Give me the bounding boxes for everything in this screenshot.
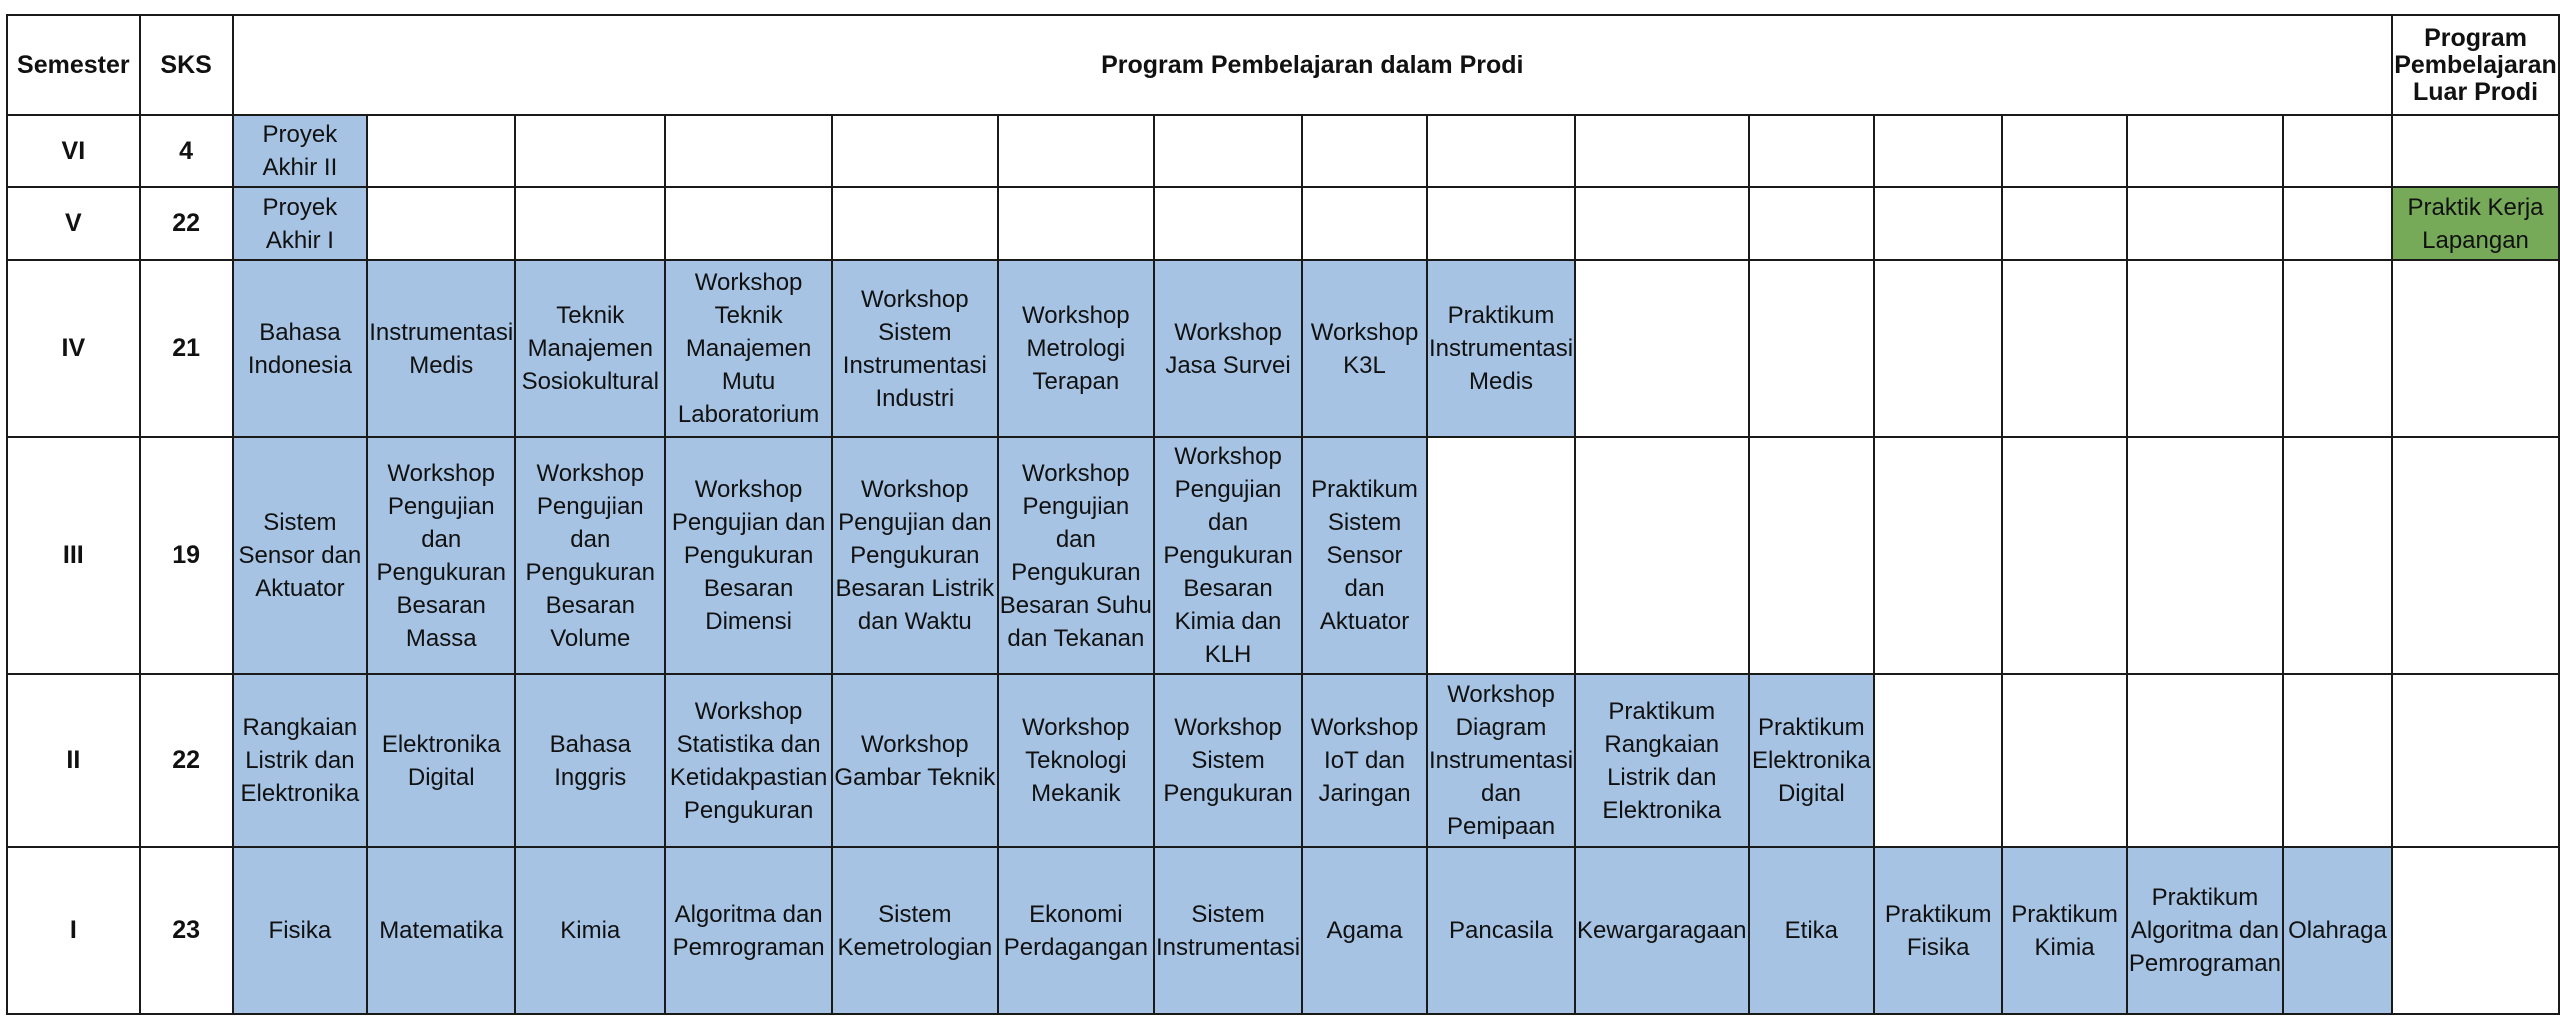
course-cell: Workshop Pengujian dan Pengukuran Besaran Kimia dan KLH (1154, 437, 1302, 674)
course-cell: Proyek Akhir I (233, 187, 368, 260)
empty-cell (515, 187, 665, 260)
empty-cell (1874, 187, 2002, 260)
course-cell: Workshop Pengujian dan Pengukuran Besaran Listrik dan Waktu (832, 437, 998, 674)
course-cell: Proyek Akhir II (233, 115, 368, 187)
course-cell: Algoritma dan Pemrograman (665, 847, 832, 1014)
empty-cell (1427, 115, 1575, 187)
empty-cell (1874, 437, 2002, 674)
course-cell: Praktikum Algoritma dan Pemrograman (2127, 847, 2283, 1014)
course-cell: Workshop Statistika dan Ketidakpastian Pengukuran (665, 674, 832, 847)
empty-cell (1874, 115, 2002, 187)
empty-cell (2283, 260, 2392, 437)
empty-cell (2283, 115, 2392, 187)
empty-cell (2127, 437, 2283, 674)
sks-cell: 22 (140, 674, 233, 847)
empty-cell (515, 115, 665, 187)
empty-cell (2127, 115, 2283, 187)
semester-row (7, 847, 2559, 1014)
empty-cell (998, 115, 1154, 187)
course-cell: Etika (1749, 847, 1875, 1014)
course-cell: Praktikum Kimia (2002, 847, 2127, 1014)
program-dalam-prodi-header: Program Pembelajaran dalam Prodi (233, 15, 2392, 115)
course-cell: Workshop Sistem Pengukuran (1154, 674, 1302, 847)
empty-cell (2392, 437, 2559, 674)
course-cell: Workshop K3L (1302, 260, 1427, 437)
course-cell: Workshop Teknik Manajemen Mutu Laboratorium (665, 260, 832, 437)
empty-cell (1302, 115, 1427, 187)
empty-cell (367, 187, 515, 260)
empty-cell (1749, 437, 1875, 674)
empty-cell (998, 187, 1154, 260)
semester-cell: V (7, 187, 140, 260)
semester-row (7, 260, 2559, 437)
semester-cell: II (7, 674, 140, 847)
course-cell: Agama (1302, 847, 1427, 1014)
program-luar-prodi-header: Program Pembelajaran Luar Prodi (2392, 15, 2559, 115)
empty-cell (1749, 260, 1875, 437)
course-cell: Workshop Gambar Teknik (832, 674, 998, 847)
course-cell: Workshop Pengujian dan Pengukuran Besaran Massa (367, 437, 515, 674)
course-cell: Olahraga (2283, 847, 2392, 1014)
empty-cell (1749, 115, 1875, 187)
sks-cell: 23 (140, 847, 233, 1014)
sks-cell: 21 (140, 260, 233, 437)
empty-cell (2002, 187, 2127, 260)
empty-cell (1575, 187, 1748, 260)
course-cell: Bahasa Inggris (515, 674, 665, 847)
empty-cell (2002, 115, 2127, 187)
course-cell: Workshop Diagram Instrumentasi dan Pemipaan (1427, 674, 1575, 847)
course-cell: Bahasa Indonesia (233, 260, 368, 437)
course-cell: Sistem Kemetrologian (832, 847, 998, 1014)
course-cell: Elektronika Digital (367, 674, 515, 847)
semester-row (7, 115, 2559, 187)
empty-cell (2127, 674, 2283, 847)
empty-cell (665, 115, 832, 187)
empty-cell (1427, 437, 1575, 674)
course-cell: Praktikum Instrumentasi Medis (1427, 260, 1575, 437)
sks-cell: 4 (140, 115, 233, 187)
semester-cell: I (7, 847, 140, 1014)
empty-cell (2392, 260, 2559, 437)
empty-cell (2127, 187, 2283, 260)
empty-cell (2392, 115, 2559, 187)
sks-header: SKS (140, 15, 233, 115)
empty-cell (1154, 187, 1302, 260)
course-cell: Workshop IoT dan Jaringan (1302, 674, 1427, 847)
course-cell: Pancasila (1427, 847, 1575, 1014)
course-cell: Sistem Instrumentasi (1154, 847, 1302, 1014)
empty-cell (1302, 187, 1427, 260)
curriculum-table (6, 14, 2560, 1015)
empty-cell (832, 115, 998, 187)
course-cell: Workshop Metrologi Terapan (998, 260, 1154, 437)
semester-row (7, 187, 2559, 260)
course-cell: Workshop Teknologi Mekanik (998, 674, 1154, 847)
empty-cell (832, 187, 998, 260)
empty-cell (2392, 847, 2559, 1014)
empty-cell (1874, 260, 2002, 437)
empty-cell (2283, 674, 2392, 847)
course-cell: Matematika (367, 847, 515, 1014)
empty-cell (1575, 115, 1748, 187)
empty-cell (2002, 260, 2127, 437)
empty-cell (2002, 437, 2127, 674)
empty-cell (2392, 674, 2559, 847)
course-cell: Instrumentasi Medis (367, 260, 515, 437)
course-cell: Teknik Manajemen Sosiokultural (515, 260, 665, 437)
course-cell: Ekonomi Perdagangan (998, 847, 1154, 1014)
course-cell: Workshop Pengujian dan Pengukuran Besaran Dimensi (665, 437, 832, 674)
course-cell: Sistem Sensor dan Aktuator (233, 437, 368, 674)
course-cell: Rangkaian Listrik dan Elektronika (233, 674, 368, 847)
sks-cell: 19 (140, 437, 233, 674)
semester-cell: IV (7, 260, 140, 437)
semester-cell: VI (7, 115, 140, 187)
empty-cell (1154, 115, 1302, 187)
course-cell: Praktikum Rangkaian Listrik dan Elektronika (1575, 674, 1748, 847)
empty-cell (1874, 674, 2002, 847)
semester-row (7, 674, 2559, 847)
course-cell: Workshop Pengujian dan Pengukuran Besaran Volume (515, 437, 665, 674)
course-cell: Workshop Pengujian dan Pengukuran Besaran Suhu dan Tekanan (998, 437, 1154, 674)
sks-cell: 22 (140, 187, 233, 260)
curriculum-body (7, 115, 2559, 1014)
empty-cell (2002, 674, 2127, 847)
empty-cell (2283, 437, 2392, 674)
semester-cell: III (7, 437, 140, 674)
course-cell: Workshop Jasa Survei (1154, 260, 1302, 437)
semester-row (7, 437, 2559, 674)
empty-cell (665, 187, 832, 260)
course-cell: Praktikum Fisika (1874, 847, 2002, 1014)
course-cell: Praktikum Sistem Sensor dan Aktuator (1302, 437, 1427, 674)
course-cell: Praktikum Elektronika Digital (1749, 674, 1875, 847)
empty-cell (2127, 260, 2283, 437)
course-cell: Fisika (233, 847, 368, 1014)
empty-cell (1575, 260, 1748, 437)
course-cell: Kimia (515, 847, 665, 1014)
course-cell: Workshop Sistem Instrumentasi Industri (832, 260, 998, 437)
semester-header: Semester (7, 15, 140, 115)
external-program-cell: Praktik Kerja Lapangan (2392, 187, 2559, 260)
empty-cell (2283, 187, 2392, 260)
empty-cell (1575, 437, 1748, 674)
empty-cell (1427, 187, 1575, 260)
course-cell: Kewargaragaan (1575, 847, 1748, 1014)
curriculum-table-wrapper (6, 14, 2560, 1015)
empty-cell (1749, 187, 1875, 260)
empty-cell (367, 115, 515, 187)
